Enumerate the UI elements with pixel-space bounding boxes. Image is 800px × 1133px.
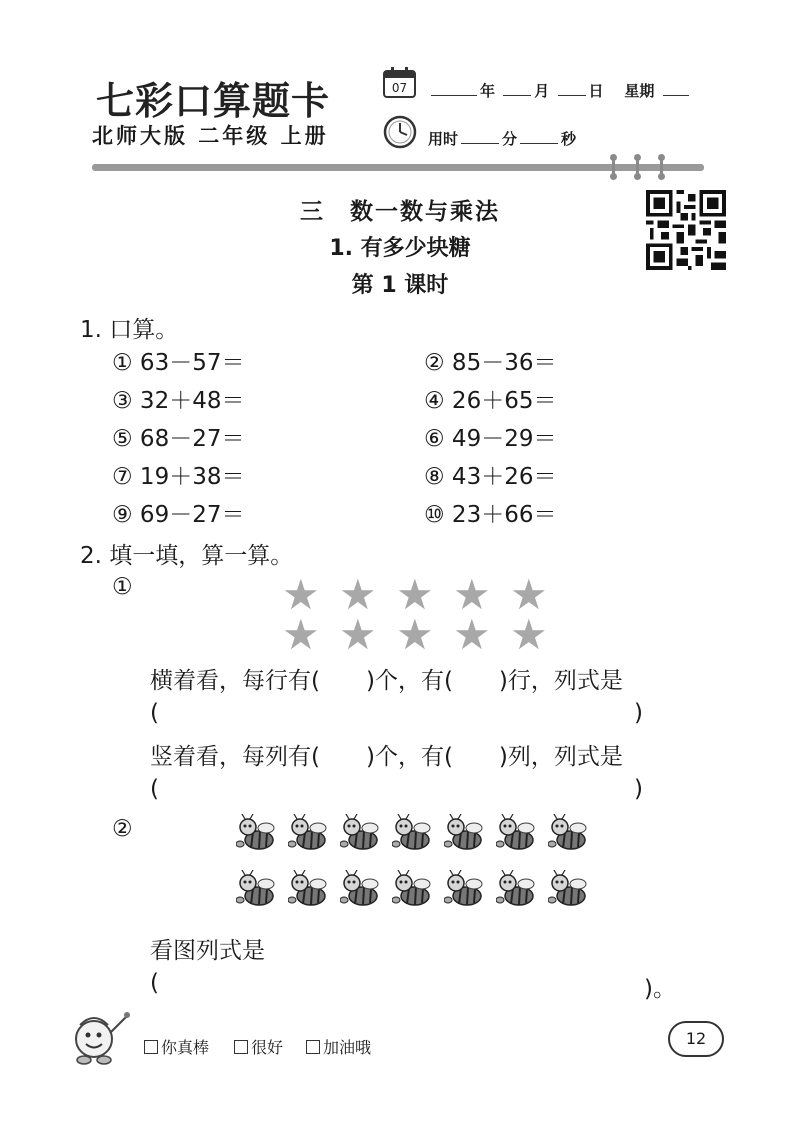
- mascot-icon: [66, 1005, 136, 1067]
- answer-paren-close: ): [634, 776, 643, 802]
- star-icon: ★: [453, 570, 491, 619]
- answer-paren-open: (: [150, 700, 159, 726]
- answer-paren-open: (: [150, 776, 159, 802]
- period-title: 第 1 课时: [351, 273, 449, 298]
- bee-grid: [236, 814, 606, 926]
- rating-option[interactable]: 很好: [234, 1035, 283, 1058]
- star-icon: ★: [282, 610, 320, 659]
- edition-label: 北师大版 二年级 上册: [92, 124, 329, 148]
- checkbox[interactable]: [234, 1040, 248, 1054]
- star-icon: ★: [339, 570, 377, 619]
- clock-icon: [382, 114, 418, 150]
- binder-pin: [612, 156, 615, 178]
- bee-icon: [340, 870, 384, 914]
- date-fields[interactable]: 年 月 日 星期: [428, 80, 692, 101]
- problem: ⑥ 49－29＝: [424, 426, 557, 452]
- book-title: 七彩口算题卡: [96, 78, 331, 123]
- vertical-question: 竖着看，每列有( )个，有( )列，列式是: [150, 744, 623, 770]
- bee-icon: [392, 814, 436, 858]
- problem: ⑨ 69－27＝: [112, 502, 245, 528]
- star-icon: ★: [339, 610, 377, 659]
- answer-paren-close: ): [634, 700, 643, 726]
- bee-icon: [444, 814, 488, 858]
- answer-paren-open: (: [150, 970, 159, 996]
- problem: ③ 32＋48＝: [112, 388, 245, 414]
- bee-icon: [392, 870, 436, 914]
- problem: ⑦ 19＋38＝: [112, 464, 245, 490]
- section-2-title: 2. 填一填，算一算。: [80, 543, 294, 569]
- star-icon: ★: [282, 570, 320, 619]
- star-icon: ★: [453, 610, 491, 659]
- answer-blank[interactable]: [166, 776, 626, 804]
- bee-icon: [548, 814, 592, 858]
- bee-icon: [288, 870, 332, 914]
- problem: ⑧ 43＋26＝: [424, 464, 557, 490]
- rating-option[interactable]: 你真棒: [144, 1035, 209, 1058]
- bee-icon: [444, 870, 488, 914]
- star-icon: ★: [510, 610, 548, 659]
- bee-icon: [548, 870, 592, 914]
- unit-title: 三 数一数与乘法: [300, 199, 500, 225]
- star-icon: ★: [510, 570, 548, 619]
- problem: ⑤ 68－27＝: [112, 426, 245, 452]
- page-number: 12: [668, 1021, 724, 1057]
- bee-icon: [288, 814, 332, 858]
- answer-paren-close: )。: [644, 976, 676, 1002]
- bee-icon: [496, 814, 540, 858]
- problem: ① 63－57＝: [112, 350, 245, 376]
- problem: ⑩ 23＋66＝: [424, 502, 557, 528]
- checkbox[interactable]: [144, 1040, 158, 1054]
- binder-pin: [636, 156, 639, 178]
- problem: ④ 26＋65＝: [424, 388, 557, 414]
- picture-question: 看图列式是: [150, 938, 265, 964]
- rating-option[interactable]: 加油哦: [306, 1035, 371, 1058]
- time-fields[interactable]: 用时 分 秒: [428, 130, 577, 148]
- bee-icon: [236, 814, 280, 858]
- binder-pin: [660, 156, 663, 178]
- section-1-title: 1. 口算。: [80, 317, 179, 343]
- checkbox[interactable]: [306, 1040, 320, 1054]
- qr-code[interactable]: [646, 190, 726, 270]
- star-icon: ★: [396, 610, 434, 659]
- sub-problem-label: ②: [112, 816, 133, 842]
- calendar-icon: [382, 66, 418, 100]
- calendar-day: 07: [391, 81, 408, 95]
- bee-icon: [340, 814, 384, 858]
- problem: ② 85－36＝: [424, 350, 557, 376]
- horizontal-question: 横着看，每行有( )个，有( )行，列式是: [150, 668, 623, 694]
- star-grid: [282, 570, 562, 659]
- answer-blank[interactable]: [166, 970, 636, 998]
- bee-icon: [236, 870, 280, 914]
- bee-icon: [496, 870, 540, 914]
- lesson-title: 1. 有多少块糖: [329, 236, 471, 261]
- answer-blank[interactable]: [166, 700, 626, 728]
- sub-problem-label: ①: [112, 574, 133, 600]
- star-icon: ★: [396, 570, 434, 619]
